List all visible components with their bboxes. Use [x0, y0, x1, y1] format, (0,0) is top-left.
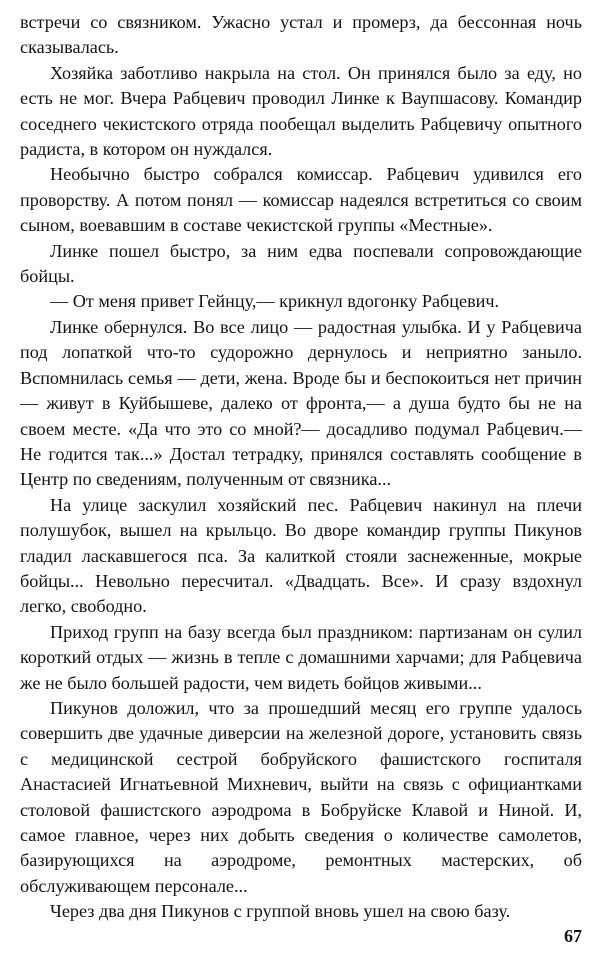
paragraph: Линке пошел быстро, за ним едва поспевали сопровождающие бойцы. [20, 240, 582, 287]
paragraph: встречи со связником. Ужасно устал и промерз, да бессонная ночь сказывалась. [20, 12, 582, 58]
paragraph: Хозяйка заботливо накрыла на стол. Он принялся было за еду, но есть не мог. Вчера Рабцевич проводил Линке к Ваупшасову. Командир соседнего чекистского отряда пообещал выделить Рабцевичу опытного радиста, в котором он нуждался. [20, 62, 582, 160]
paragraph: Через два дня Пикунов с группой вновь ушел на свою базу. [50, 901, 511, 922]
paragraph: Необычно быстро собрался комиссар. Рабцевич удивился его проворству. А потом понял — комиссар надеялся встретиться со своим сыном, воевавшим в составе чекистской группы «Местные». [20, 164, 582, 236]
paragraph: Приход групп на базу всегда был праздником: партизанам он сулил короткий отдых — жизнь в тепле с домашними харчами; для Рабцевича же не было большей радости, чем видеть бойцов живыми... [20, 621, 582, 693]
paragraph: На улице заскулил хозяйский пес. Рабцевич накинул на плечи полушубок, вышел на крыльцо. Во дворе командир группы Пикунов гладил ласкавшегося пса. За калиткой стояли заснеженные, мокрые бойцы... Невольно пересчитал. «Двадцать. Все». И сразу вздохнул легко, свободно. [20, 494, 582, 617]
paragraph: — От меня привет Гейнцу,— крикнул вдогонку Рабцевич. [50, 291, 500, 312]
page-number: 67 [564, 926, 582, 946]
body-text [20, 10, 582, 925]
paragraph: Пикунов доложил, что за прошедший месяц его группе удалось совершить две удачные диверсии на железной дороге, установить связь с медицинской сестрой бобруйского фашистского госпиталя Анастасией Игнатьевной Михневич, выйти на связь с официантками столовой фашистского аэродрома в Бобруйске Клавой и Ниной. И, самое главное, через них добыть сведения о количестве самолетов, базирующихся на аэродроме, ремонтных мастерских, об обслуживающем персонале... [20, 697, 582, 896]
paragraph: Линке обернулся. Во все лицо — радостная улыбка. И у Рабцевича под лопаткой что-то судорожно дернулось и неприятно заныло. Вспомнилась семья — дети, жена. Вроде бы и беспокоиться нет причин — живут в Куйбышеве, далеко от фронта,— а душа будто бы не на своем месте. «Да что это со мной?— досадливо подумал Рабцевич.— Не годится так...» Достал тетрадку, принялся составлять сообщение в Центр по сведениям, полученным от связника... [20, 316, 582, 490]
